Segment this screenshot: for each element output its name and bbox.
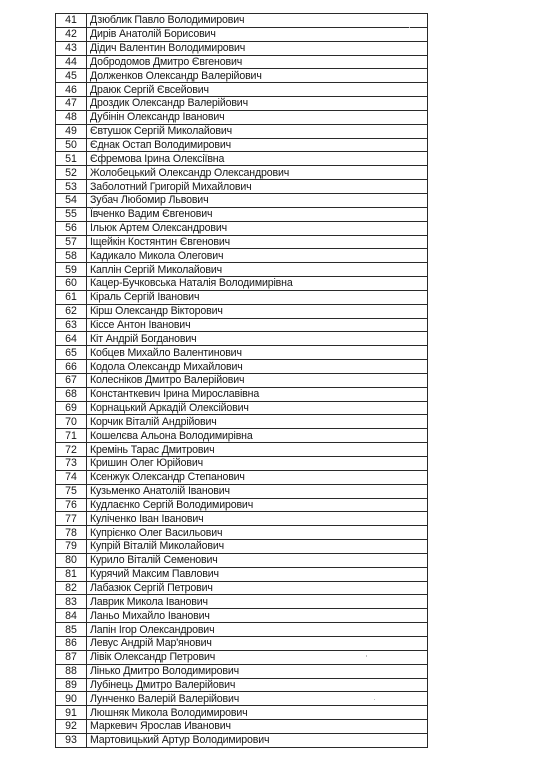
- row-number: 51: [56, 152, 87, 166]
- row-number: 58: [56, 249, 87, 263]
- table-row: [56, 526, 428, 540]
- row-number: 87: [56, 650, 87, 664]
- row-number: 41: [56, 14, 87, 28]
- table-row: [56, 540, 428, 554]
- row-number: 74: [56, 470, 87, 484]
- person-full-name: Іщейкін Костянтин Євгенович: [87, 235, 428, 249]
- table-row: [56, 373, 428, 387]
- person-full-name: Купрій Віталій Миколайович: [87, 540, 428, 554]
- table-row: [56, 706, 428, 720]
- table-row: [56, 360, 428, 374]
- table-row: [56, 124, 428, 138]
- row-number: 45: [56, 69, 87, 83]
- person-full-name: Корчик Віталій Андрійович: [87, 415, 428, 429]
- person-full-name: Єднак Остап Володимирович: [87, 138, 428, 152]
- table-row: [56, 180, 428, 194]
- row-number: 43: [56, 41, 87, 55]
- person-full-name: Купрієнко Олег Васильович: [87, 526, 428, 540]
- row-number: 83: [56, 595, 87, 609]
- row-number: 54: [56, 193, 87, 207]
- person-full-name: Кіссе Антон Іванович: [87, 318, 428, 332]
- table-row: [56, 318, 428, 332]
- row-number: 52: [56, 166, 87, 180]
- person-full-name: Курячий Максим Павлович: [87, 567, 428, 581]
- row-number: 61: [56, 290, 87, 304]
- person-full-name: Драюк Сергій Євсейович: [87, 83, 428, 97]
- person-full-name: Лабазюк Сергій Петрович: [87, 581, 428, 595]
- table-row: [56, 290, 428, 304]
- person-full-name: Кошелєва Альона Володимирівна: [87, 429, 428, 443]
- table-row: [56, 41, 428, 55]
- row-number: 57: [56, 235, 87, 249]
- person-full-name: Дирів Анатолій Борисович: [87, 27, 428, 41]
- row-number: 79: [56, 540, 87, 554]
- person-full-name: Ільюк Артем Олександрович: [87, 221, 428, 235]
- table-row: [56, 650, 428, 664]
- row-number: 70: [56, 415, 87, 429]
- table-row: [56, 97, 428, 111]
- table-row: [56, 277, 428, 291]
- person-full-name: Ланьо Михайло Іванович: [87, 609, 428, 623]
- row-number: 53: [56, 180, 87, 194]
- table-row: [56, 678, 428, 692]
- row-number: 69: [56, 401, 87, 415]
- person-full-name: Кіраль Сергій Іванович: [87, 290, 428, 304]
- row-number: 91: [56, 706, 87, 720]
- row-number: 93: [56, 733, 87, 747]
- row-number: 50: [56, 138, 87, 152]
- row-number: 66: [56, 360, 87, 374]
- table-row: [56, 83, 428, 97]
- table-row: [56, 69, 428, 83]
- person-full-name: Кремінь Тарас Дмитрович: [87, 443, 428, 457]
- table-row: [56, 221, 428, 235]
- scan-speck: [409, 27, 410, 28]
- row-number: 77: [56, 512, 87, 526]
- row-number: 72: [56, 443, 87, 457]
- table-row: [56, 692, 428, 706]
- table-row: [56, 110, 428, 124]
- table-row: [56, 595, 428, 609]
- table-row: [56, 498, 428, 512]
- person-full-name: Добродомов Дмитро Євгенович: [87, 55, 428, 69]
- row-number: 86: [56, 636, 87, 650]
- table-row: [56, 581, 428, 595]
- table-row: [56, 567, 428, 581]
- table-row: [56, 249, 428, 263]
- person-full-name: Кудлаєнко Сергій Володимирович: [87, 498, 428, 512]
- row-number: 63: [56, 318, 87, 332]
- row-number: 48: [56, 110, 87, 124]
- row-number: 88: [56, 664, 87, 678]
- row-number: 78: [56, 526, 87, 540]
- table-row: [56, 664, 428, 678]
- scan-speck: [374, 699, 375, 700]
- row-number: 47: [56, 97, 87, 111]
- deputies-roster-table: [55, 13, 428, 748]
- person-full-name: Ксенжук Олександр Степанович: [87, 470, 428, 484]
- row-number: 85: [56, 623, 87, 637]
- person-full-name: Лінько Дмитро Володимирович: [87, 664, 428, 678]
- table-row: [56, 138, 428, 152]
- table-row: [56, 623, 428, 637]
- scan-speck: [366, 655, 367, 657]
- row-number: 46: [56, 83, 87, 97]
- person-full-name: Куліченко Іван Іванович: [87, 512, 428, 526]
- person-full-name: Люшняк Микола Володимирович: [87, 706, 428, 720]
- person-full-name: Лапін Ігор Олександрович: [87, 623, 428, 637]
- table-row: [56, 207, 428, 221]
- row-number: 67: [56, 373, 87, 387]
- person-full-name: Кадикало Микола Олегович: [87, 249, 428, 263]
- person-full-name: Жолобецький Олександр Олександрович: [87, 166, 428, 180]
- table-row: [56, 512, 428, 526]
- table-row: [56, 346, 428, 360]
- person-full-name: Лаврик Микола Іванович: [87, 595, 428, 609]
- person-full-name: Дідич Валентин Володимирович: [87, 41, 428, 55]
- row-number: 89: [56, 678, 87, 692]
- person-full-name: Каплін Сергій Миколайович: [87, 263, 428, 277]
- table-row: [56, 235, 428, 249]
- person-full-name: Зубач Любомир Львович: [87, 193, 428, 207]
- row-number: 64: [56, 332, 87, 346]
- table-row: [56, 553, 428, 567]
- person-full-name: Мартовицький Артур Володимирович: [87, 733, 428, 747]
- row-number: 42: [56, 27, 87, 41]
- row-number: 73: [56, 457, 87, 471]
- table-row: [56, 636, 428, 650]
- person-full-name: Лунченко Валерій Валерійович: [87, 692, 428, 706]
- person-full-name: Кацер-Бучковська Наталія Володимирівна: [87, 277, 428, 291]
- table-row: [56, 457, 428, 471]
- row-number: 84: [56, 609, 87, 623]
- person-full-name: Ївченко Вадим Євгенович: [87, 207, 428, 221]
- person-full-name: Левус Андрій Мар'янович: [87, 636, 428, 650]
- person-full-name: Дзюблик Павло Володимирович: [87, 14, 428, 28]
- table-row: [56, 733, 428, 747]
- table-row: [56, 720, 428, 734]
- person-full-name: Кузьменко Анатолій Іванович: [87, 484, 428, 498]
- table-row: [56, 332, 428, 346]
- row-number: 76: [56, 498, 87, 512]
- row-number: 92: [56, 720, 87, 734]
- row-number: 68: [56, 387, 87, 401]
- person-full-name: Євтушок Сергій Миколайович: [87, 124, 428, 138]
- table-row: [56, 401, 428, 415]
- row-number: 55: [56, 207, 87, 221]
- row-number: 75: [56, 484, 87, 498]
- person-full-name: Дроздик Олександр Валерійович: [87, 97, 428, 111]
- table-row: [56, 166, 428, 180]
- table-row: [56, 484, 428, 498]
- person-full-name: Курило Віталій Семенович: [87, 553, 428, 567]
- table-row: [56, 193, 428, 207]
- roster-table-body: [56, 14, 428, 748]
- person-full-name: Заболотний Григорій Михайлович: [87, 180, 428, 194]
- person-full-name: Кірш Олександр Вікторович: [87, 304, 428, 318]
- row-number: 65: [56, 346, 87, 360]
- table-row: [56, 429, 428, 443]
- row-number: 59: [56, 263, 87, 277]
- person-full-name: Єфремова Ірина Олексіївна: [87, 152, 428, 166]
- person-full-name: Маркевич Ярослав Иванович: [87, 720, 428, 734]
- row-number: 90: [56, 692, 87, 706]
- table-row: [56, 27, 428, 41]
- row-number: 60: [56, 277, 87, 291]
- row-number: 81: [56, 567, 87, 581]
- row-number: 82: [56, 581, 87, 595]
- row-number: 71: [56, 429, 87, 443]
- table-row: [56, 470, 428, 484]
- table-row: [56, 609, 428, 623]
- person-full-name: Корнацький Аркадій Олексійович: [87, 401, 428, 415]
- person-full-name: Колесніков Дмитро Валерійович: [87, 373, 428, 387]
- person-full-name: Кришин Олег Юрійович: [87, 457, 428, 471]
- table-row: [56, 55, 428, 69]
- row-number: 56: [56, 221, 87, 235]
- person-full-name: Лубінець Дмитро Валерійович: [87, 678, 428, 692]
- person-full-name: Долженков Олександр Валерійович: [87, 69, 428, 83]
- table-row: [56, 443, 428, 457]
- person-full-name: Лівік Олександр Петрович: [87, 650, 428, 664]
- row-number: 80: [56, 553, 87, 567]
- table-row: [56, 14, 428, 28]
- person-full-name: Константкевич Ірина Мирославівна: [87, 387, 428, 401]
- person-full-name: Кодола Олександр Михайлович: [87, 360, 428, 374]
- row-number: 49: [56, 124, 87, 138]
- table-row: [56, 152, 428, 166]
- row-number: 62: [56, 304, 87, 318]
- table-row: [56, 415, 428, 429]
- row-number: 44: [56, 55, 87, 69]
- table-row: [56, 387, 428, 401]
- table-row: [56, 304, 428, 318]
- person-full-name: Кобцев Михайло Валентинович: [87, 346, 428, 360]
- person-full-name: Кіт Андрій Богданович: [87, 332, 428, 346]
- table-row: [56, 263, 428, 277]
- person-full-name: Дубінін Олександр Іванович: [87, 110, 428, 124]
